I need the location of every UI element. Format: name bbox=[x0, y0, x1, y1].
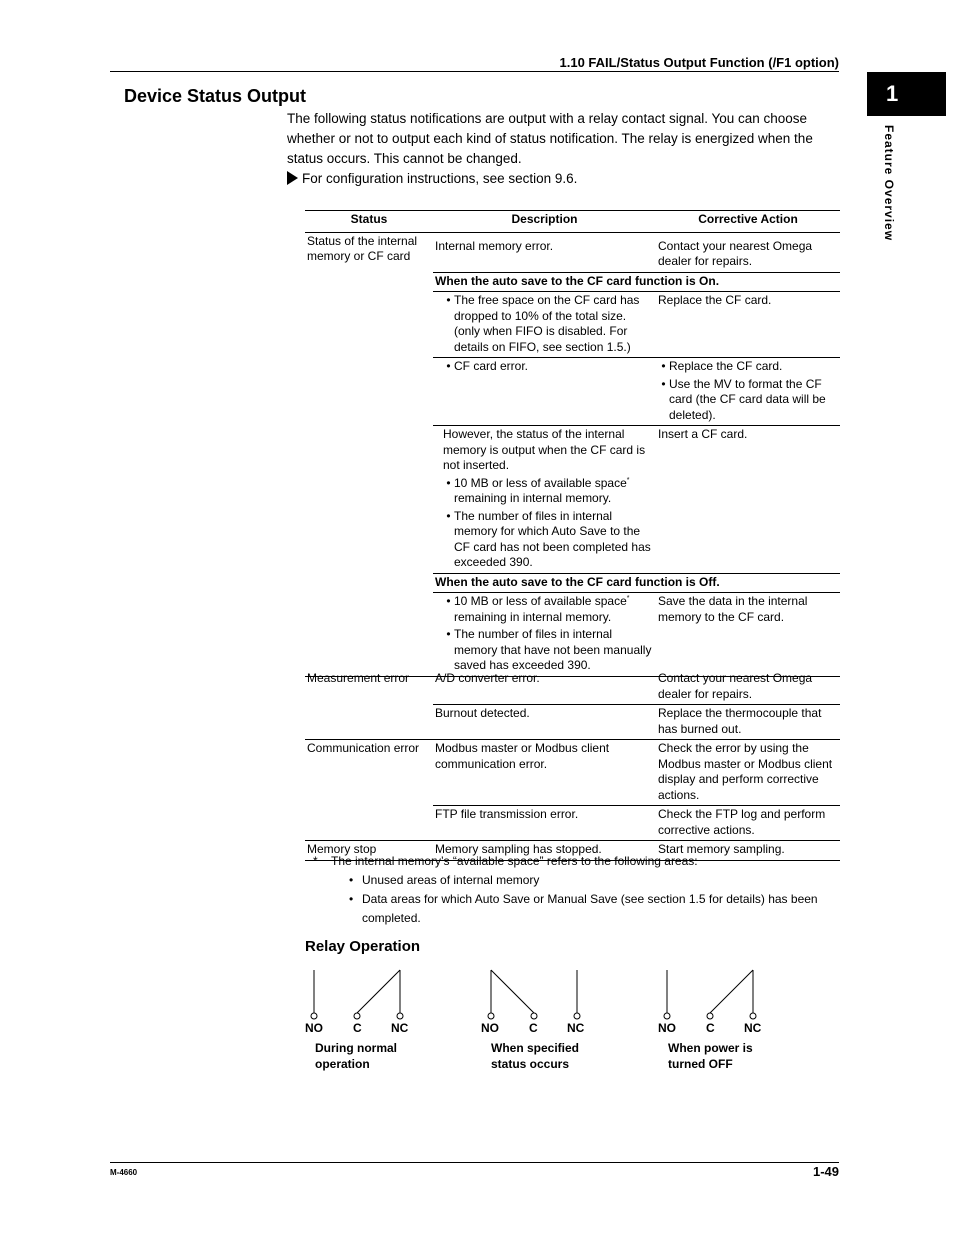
terminal-label-no: NO bbox=[481, 1021, 499, 1035]
list-item: • Replace the CF card. bbox=[661, 359, 783, 373]
list-item: • Use the MV to format the CF card (the CF card data will be deleted). bbox=[661, 376, 826, 422]
chapter-number: 1 bbox=[886, 81, 899, 106]
table-row bbox=[305, 232, 840, 272]
footnote-marker: * bbox=[626, 476, 630, 484]
desc-cell: However, the status of the internal memory is output when the CF card is not inserted. • 10 MB or less of available space* remaining in internal memory. • The number of files in internal memory for which Auto Save to the CF card has not been completed has exceeded 390. bbox=[433, 426, 656, 574]
desc-cell: Modbus master or Modbus client communication error. bbox=[433, 740, 656, 806]
reference-line bbox=[287, 169, 842, 189]
footer-rule bbox=[110, 1162, 839, 1163]
list-item: • The free space on the CF card has dropped to 10% of the total size. (only when FIFO is disabled. For details on FIFO, see section 1.5.) bbox=[446, 293, 640, 354]
col-header-action: Corrective Action bbox=[656, 211, 840, 233]
terminal-label-c: C bbox=[353, 1021, 362, 1035]
action-cell: Insert a CF card. bbox=[656, 426, 840, 574]
autosave-off-subheader: When the auto save to the CF card function is Off. bbox=[433, 573, 840, 593]
terminal-label-c: C bbox=[706, 1021, 715, 1035]
desc-cell: Memory sampling has stopped. bbox=[433, 841, 656, 861]
col-header-description: Description bbox=[433, 211, 656, 233]
status-internal-memory: Status of the internal memory or CF card bbox=[305, 232, 433, 676]
list-item: • Unused areas of internal memory bbox=[349, 873, 540, 887]
table-header-row bbox=[305, 211, 840, 233]
relay-diagram-status bbox=[488, 970, 580, 1019]
section-title: Device Status Output bbox=[124, 86, 307, 106]
desc-cell: A/D converter error. bbox=[433, 670, 656, 705]
action-cell: Check the error by using the Modbus master or Modbus client display and perform corrective actions. bbox=[656, 740, 840, 806]
footnote-marker: * bbox=[626, 595, 630, 602]
status-table bbox=[305, 210, 840, 677]
header-rule bbox=[110, 71, 839, 72]
desc-cell bbox=[433, 358, 656, 426]
relay-caption-normal: During normal operation bbox=[315, 1041, 398, 1071]
status-measurement: Measurement error bbox=[305, 670, 433, 740]
relay-caption-power-off: When power is turned OFF bbox=[668, 1041, 753, 1071]
action-cell: Check the FTP log and perform corrective actions. bbox=[656, 806, 840, 841]
terminal-label-no: NO bbox=[658, 1021, 676, 1035]
action-cell: Replace the thermocouple that has burned out. bbox=[656, 705, 840, 740]
list-item: • 10 MB or less of available space* remaining in internal memory. bbox=[446, 475, 630, 505]
relay-caption-status: When specified status occurs bbox=[491, 1041, 580, 1071]
status-table-continued bbox=[305, 670, 840, 861]
terminal-label-no: NO bbox=[305, 1021, 323, 1035]
table-row bbox=[305, 740, 840, 806]
action-cell bbox=[656, 358, 840, 426]
relay-diagrams bbox=[300, 965, 770, 1025]
autosave-on-subheader: When the auto save to the CF card function is On. bbox=[433, 272, 840, 292]
terminal-label-nc: NC bbox=[391, 1021, 409, 1035]
desc-cell bbox=[433, 292, 656, 358]
list-item: • The number of files in internal memory that have not been manually saved has exceeded 390. bbox=[446, 627, 652, 672]
list-item: • CF card error. bbox=[446, 359, 529, 373]
chapter-side-label: Feature Overview bbox=[882, 125, 896, 242]
action-cell: Contact your nearest Omega dealer for repairs. bbox=[656, 670, 840, 705]
status-memory-stop: Memory stop bbox=[305, 841, 433, 861]
desc-cell bbox=[433, 593, 656, 677]
footnote-text: The internal memory’s “available space” refers to the following areas: bbox=[331, 854, 698, 868]
col-header-status: Status bbox=[305, 211, 433, 233]
footnote-asterisk: * bbox=[313, 854, 318, 868]
terminal-label-c: C bbox=[529, 1021, 538, 1035]
relay-diagram-normal bbox=[311, 970, 403, 1019]
reference-text: For configuration instructions, see section 9.6. bbox=[302, 171, 578, 186]
action-cell: Save the data in the internal memory to the CF card. bbox=[656, 593, 840, 677]
action-cell: Replace the CF card. bbox=[656, 292, 840, 358]
desc-cell: FTP file transmission error. bbox=[433, 806, 656, 841]
list-item: • The number of files in internal memory for which Auto Save to the CF card has not been completed has exceeded 390. bbox=[446, 508, 651, 569]
document-number: M-4660 bbox=[110, 1168, 138, 1177]
action-cell: Start memory sampling. bbox=[656, 841, 840, 861]
desc-cell: Internal memory error. bbox=[433, 232, 656, 272]
table-row bbox=[305, 670, 840, 705]
status-communication: Communication error bbox=[305, 740, 433, 841]
page-number: 1-49 bbox=[812, 1164, 839, 1179]
relay-operation-title: Relay Operation bbox=[305, 938, 421, 955]
pointer-triangle-icon bbox=[287, 171, 298, 185]
terminal-label-nc: NC bbox=[744, 1021, 762, 1035]
desc-cell: Burnout detected. bbox=[433, 705, 656, 740]
relay-diagram-power-off bbox=[664, 970, 756, 1019]
list-item: • 10 MB or less of available space* remaining in internal memory. bbox=[446, 594, 630, 624]
chapter-tab bbox=[867, 72, 946, 116]
list-item: • Data areas for which Auto Save or Manual Save (see section 1.5 for details) has been completed. bbox=[349, 892, 818, 925]
terminal-label-nc: NC bbox=[567, 1021, 585, 1035]
action-cell: Contact your nearest Omega dealer for repairs. bbox=[656, 232, 840, 272]
running-header: 1.10 FAIL/Status Output Function (/F1 option) bbox=[559, 55, 839, 70]
intro-paragraph: The following status notifications are output with a relay contact signal. You can choose whether or not to output each kind of status notification. The relay is energized when the status occurs. This cannot be changed. bbox=[287, 111, 813, 166]
